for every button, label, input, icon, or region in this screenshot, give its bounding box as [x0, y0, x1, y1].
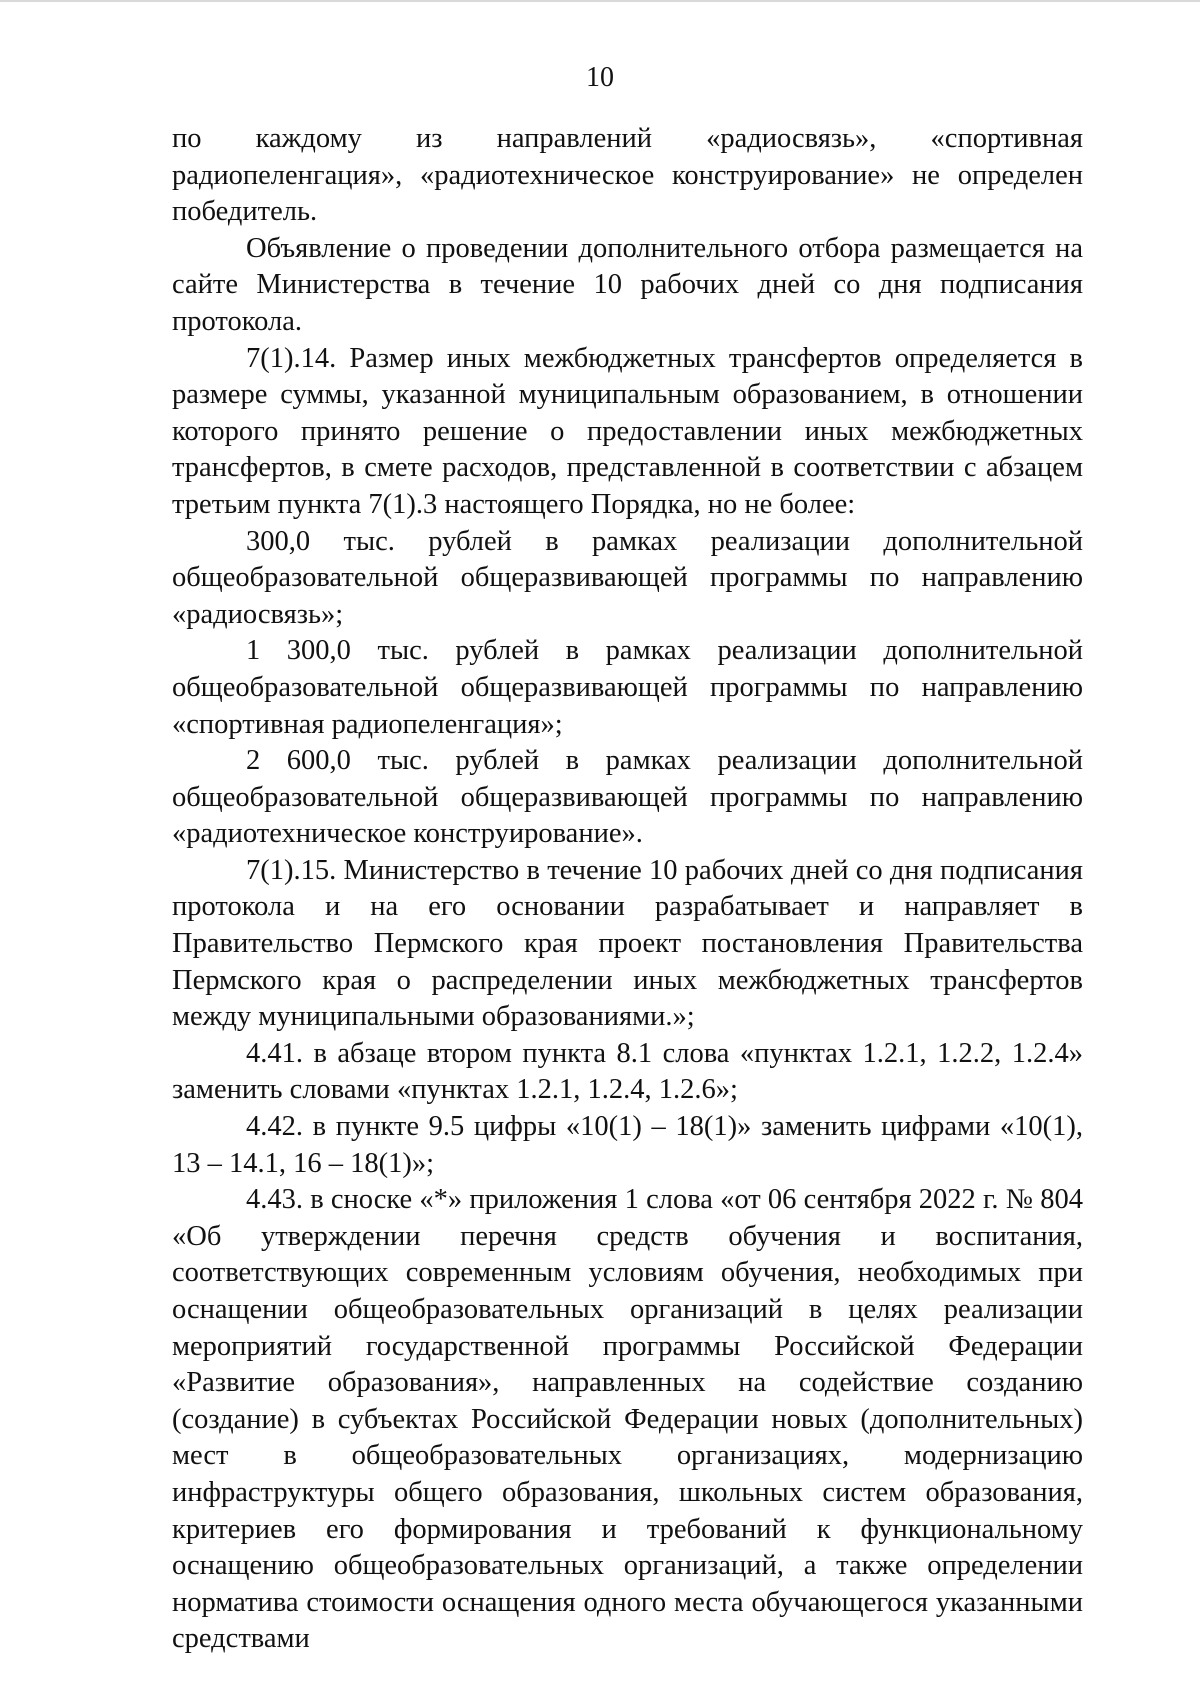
paragraph-4-43: 4.43. в сноске «*» приложения 1 слова «от 06 сентября 2022 г. № 804 «Об утверждении перечня средств обучения и воспитания, соответствующих современным условиям обучения, необходимых при оснащении общеобразовательных организаций в целях реализации мероприятий государственной программы Российской Федерации «Развитие образования», направленных на содействие созданию (создание) в субъектах Российской Федерации новых (дополнительных) мест в общеобразовательных организациях, модернизацию инфраструктуры общего образования, школьных систем образования, критериев его формирования и требований к функциональному оснащению общеобразовательных организаций, а также определении норматива стоимости оснащения одного места обучающегося указанными средствами: [172, 1184, 1083, 1655]
paragraph-continuation: по каждому из направлений «радиосвязь», «спортивная радиопеленгация», «радиотехническое конструирование» не определен победитель.: [172, 123, 1083, 228]
page-number: 10: [586, 62, 614, 93]
paragraph-amount-radio: 300,0 тыс. рублей в рамках реализации дополнительной общеобразовательной общеразвивающей программы по направлению «радиосвязь»;: [172, 525, 1083, 630]
page-top-edge: [0, 0, 1200, 2]
paragraph-4-42: 4.42. в пункте 9.5 цифры «10(1) – 18(1)» заменить цифрами «10(1), 13 – 14.1, 16 – 18(1)»;: [172, 1111, 1083, 1179]
paragraph-amount-sport: 1 300,0 тыс. рублей в рамках реализации дополнительной общеобразовательной общеразвивающей программы по направлению «спортивная радиопеленгация»;: [172, 635, 1083, 740]
paragraph-4-41: 4.41. в абзаце втором пункта 8.1 слова «пунктах 1.2.1, 1.2.2, 1.2.4» заменить словами «пунктах 1.2.1, 1.2.4, 1.2.6»;: [172, 1037, 1083, 1106]
paragraph-7-1-14: 7(1).14. Размер иных межбюджетных трансфертов определяется в размере суммы, указанной муниципальным образованием, в отношении которого принято решение о предоставлении иных межбюджетных трансфертов, в смете расходов, представленной в соответствии с абзацем третьим пункта 7(1).3 настоящего Порядка, но не более:: [172, 342, 1083, 520]
paragraph-amount-engineering: 2 600,0 тыс. рублей в рамках реализации дополнительной общеобразовательной общеразвивающей программы по направлению «радиотехническое конструирование».: [172, 745, 1083, 850]
paragraph-announcement: Объявление о проведении дополнительного отбора размещается на сайте Министерства в течение 10 рабочих дней со дня подписания протокола.: [172, 232, 1083, 337]
document-body: [172, 121, 1083, 1658]
paragraph-7-1-15: 7(1).15. Министерство в течение 10 рабочих дней со дня подписания протокола и на его основании разрабатывает и направляет в Правительство Пермского края проект постановления Правительства Пермского края о распределении иных межбюджетных трансфертов между муниципальными образованиями.»;: [172, 854, 1083, 1033]
